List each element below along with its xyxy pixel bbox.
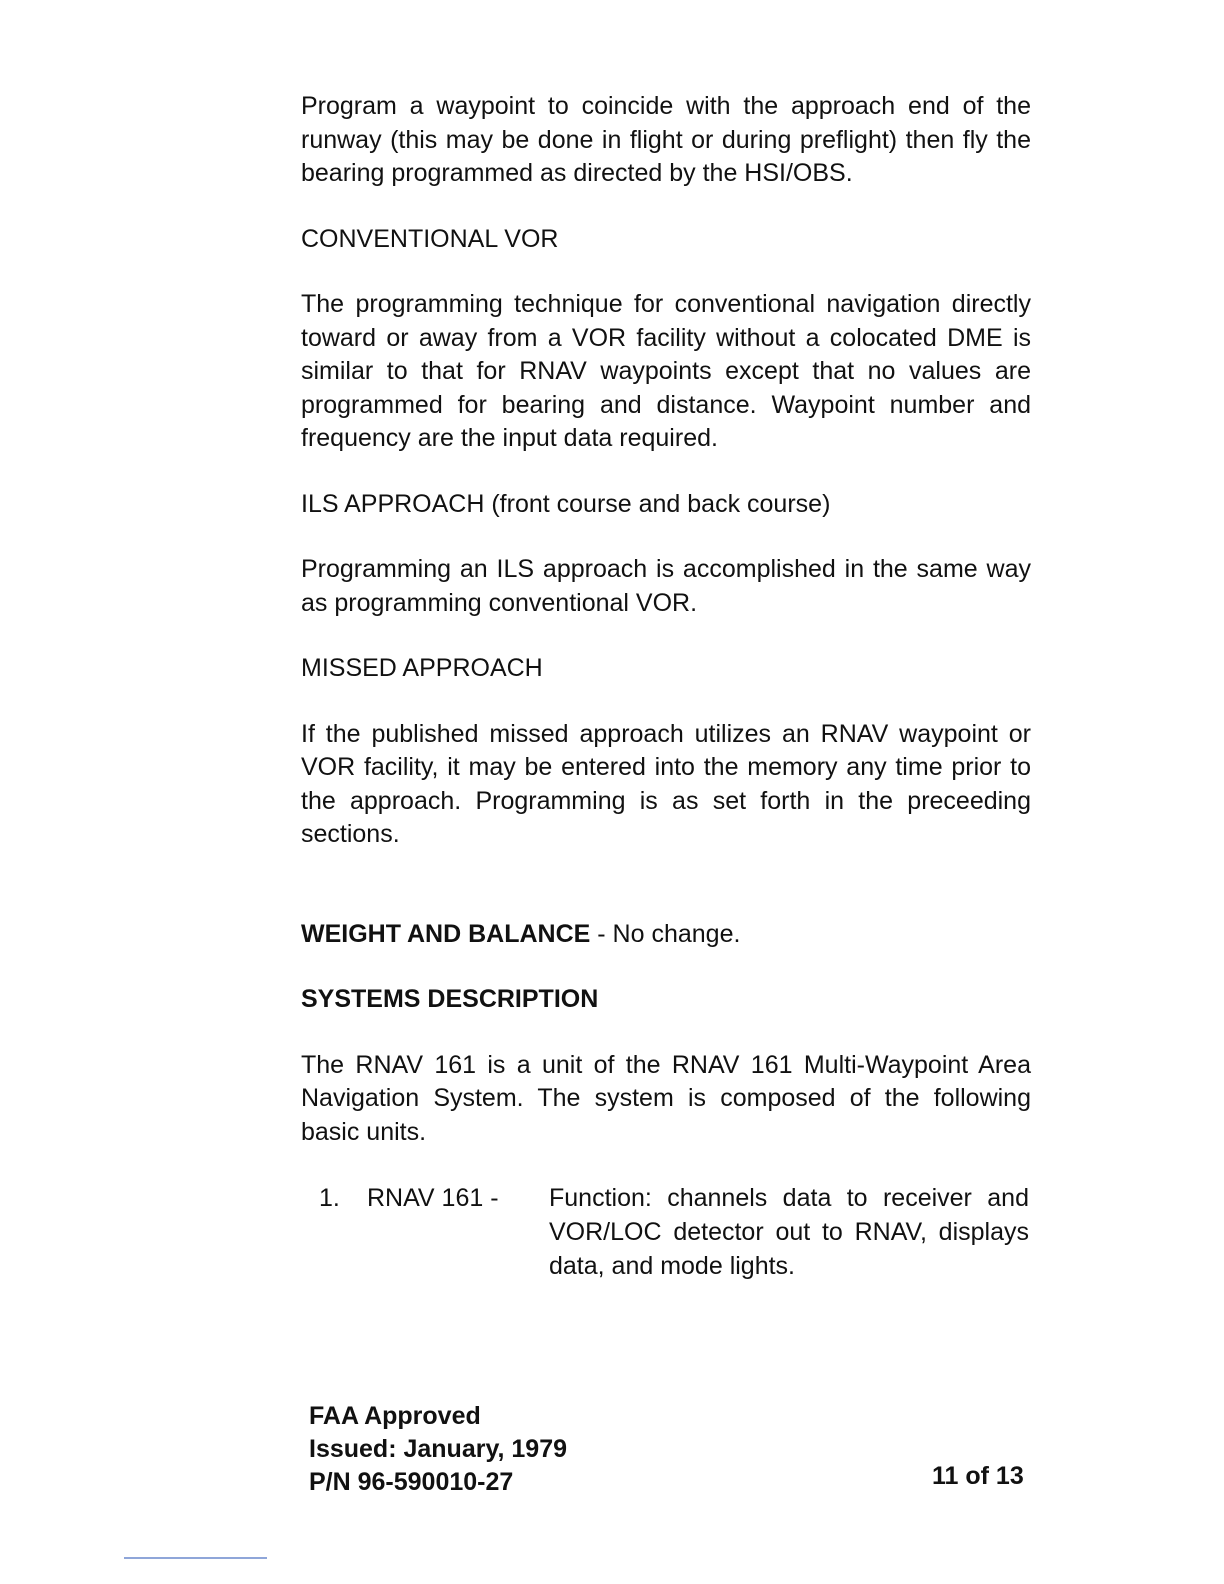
document-body bbox=[301, 90, 1031, 1283]
conventional-vor-text: The programming technique for conventional navigation directly toward or away from a VOR facility without a colocated DME is similar to that for RNAV waypoints except that no values are programmed for bearing and distance. Waypoint number and frequency are the input data required. bbox=[301, 290, 1031, 452]
footer-part-number: P/N 96-590010-27 bbox=[309, 1468, 514, 1496]
weight-balance-line bbox=[301, 918, 1031, 952]
intro-paragraph: Program a waypoint to coincide with the approach end of the runway (this may be done in flight or during preflight) then fly the bearing programmed as directed by the HSI/OBS. bbox=[301, 92, 1031, 187]
ils-approach-text: Programming an ILS approach is accomplished in the same way as programming conventional VOR. bbox=[301, 555, 1031, 617]
conventional-vor-heading: CONVENTIONAL VOR bbox=[301, 224, 559, 253]
list-item-term: RNAV 161 - bbox=[367, 1184, 499, 1212]
ils-approach-heading: ILS APPROACH (front course and back course) bbox=[301, 489, 831, 518]
weight-balance-label: WEIGHT AND BALANCE bbox=[301, 919, 591, 948]
page-number: 11 of 13 bbox=[932, 1462, 1024, 1490]
footer-block bbox=[309, 1400, 567, 1499]
footer-approval: FAA Approved bbox=[309, 1402, 481, 1430]
weight-balance-text: - No change. bbox=[590, 919, 741, 948]
missed-approach-heading: MISSED APPROACH bbox=[301, 654, 543, 682]
systems-description-heading: SYSTEMS DESCRIPTION bbox=[301, 985, 599, 1013]
scan-edge-mark bbox=[124, 1557, 267, 1559]
systems-description-text: The RNAV 161 is a unit of the RNAV 161 Multi-Waypoint Area Navigation System. The system is composed of the following basic units. bbox=[301, 1050, 1031, 1146]
footer-issued-date: Issued: January, 1979 bbox=[309, 1435, 568, 1463]
missed-approach-text: If the published missed approach utilizes an RNAV waypoint or VOR facility, it may be entered into the memory any time prior to the approach. Programming is as set forth in the preceeding sections. bbox=[301, 719, 1031, 848]
list-item-number: 1. bbox=[319, 1184, 340, 1212]
list-item bbox=[319, 1181, 1031, 1283]
section-spacer bbox=[301, 884, 1031, 918]
list-item-description: Function: channels data to receiver and VOR/LOC detector out to RNAV, displays data, and mode lights. bbox=[549, 1184, 1029, 1280]
